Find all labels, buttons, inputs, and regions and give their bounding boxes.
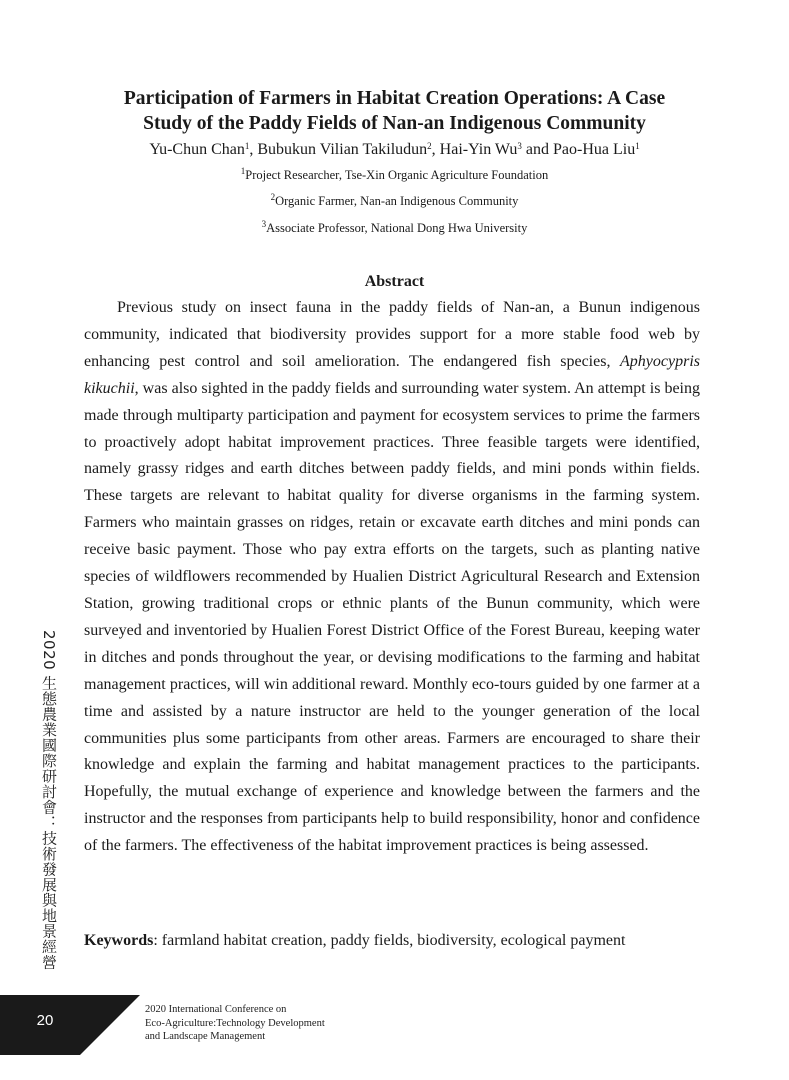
author-separator: , [249,141,258,158]
author-name: Pao-Hua Liu [552,141,636,158]
affiliation-text: Associate Professor, National Dong Hwa University [266,221,528,235]
author-affiliation-marker: 2 [427,141,432,151]
conference-sidebar-text: 2020 生態農業國際研討會：技術發展與地景經營 [40,630,58,970]
abstract-text-part-1: Previous study on insect fauna in the paddy fields of Nan-an, a Bunun indigenous community, indicated that biodiversity provides support for a more stable food web by enhancing pest control and soil amelioration. The endangered fish species, [84,299,700,370]
affiliation-marker: 3 [261,219,267,229]
footer-line-3: and Landscape Management [145,1031,266,1042]
paper-title-line-1: Participation of Farmers in Habitat Creation Operations: A Case [123,88,666,109]
affiliation-1 [60,167,729,183]
keywords-line [84,930,700,952]
keywords-text: : farmland habitat creation, paddy fields, biodiversity, ecological payment [153,932,626,949]
affiliation-text: Organic Farmer, Nan-an Indigenous Community [275,194,519,208]
author-separator: and [521,141,553,158]
author-name: Yu-Chun Chan [149,141,245,158]
footer-line-2: Eco-Agriculture:Technology Development [145,1017,325,1029]
author-name: Bubukun Vilian Takiludun [257,141,428,158]
footer-conference-name [145,1003,395,1044]
affiliation-2 [60,193,729,209]
paper-title [60,86,729,136]
author-affiliation-marker: 1 [244,141,250,151]
affiliation-marker: 2 [270,192,276,202]
abstract-text-part-2: , was also sighted in the paddy fields and surrounding water system. An attempt is being made through multiparty participation and payment for ecosystem services to prime the farmers to proactively adopt habitat improvement practices. Three feasible targets were identified, namely grassy ridges and earth ditches between paddy fields, and mini ponds within fields. These targets are relevant to habitat quality for diverse organisms in the farming system. Farmers who maintain grasses on ridges, retain or excavate earth ditches and mini ponds can receive basic payment. Those who pay extra efforts on the targets, such as planting native species of wildflowers recommended by Hualien District Agricultural Research and Extension Station, growing traditional crops or ethnic plants of the Bunun community, which were surveyed and inventoried by Hualien Forest District Office of the Forest Bureau, keeping water in ditches and ponds throughout the year, or devising modifications to the farming and habitat management practices, will win additional reward. Monthly eco-tours guided by one farmer at a time and assisted by a nature instructor are held to the younger generation of the local communities plus some participants from other areas. Farmers are encouraged to share their knowledge and explain the farming and habitat management practices to the participants. Hopefully, the mutual exchange of experience and knowledge between the farmers and the instructor and the responses from participants help to build responsibility, honor and confidence of the farmers. The effectiveness of the habitat improvement practices is being assessed. [84,379,700,855]
abstract-heading: Abstract [364,273,425,290]
author-name: Hai-Yin Wu [439,141,518,158]
abstract-body [84,295,700,860]
footer-line-1: 2020 International Conference on [145,1004,287,1015]
affiliation-3 [60,220,729,236]
author-affiliation-marker: 3 [517,141,522,151]
author-separator: , [431,141,440,158]
affiliation-marker: 1 [240,166,246,176]
affiliation-text: Project Researcher, Tse-Xin Organic Agriculture Foundation [245,168,549,182]
paper-title-line-2: Study of the Paddy Fields of Nan-an Indigenous Community [143,113,646,134]
page-number: 20 [36,1012,54,1029]
author-list [60,140,729,160]
species-name: Aphyocypris kikuchii [84,352,700,397]
author-affiliation-marker: 1 [635,141,640,151]
keywords-label: Keywords [84,932,154,949]
